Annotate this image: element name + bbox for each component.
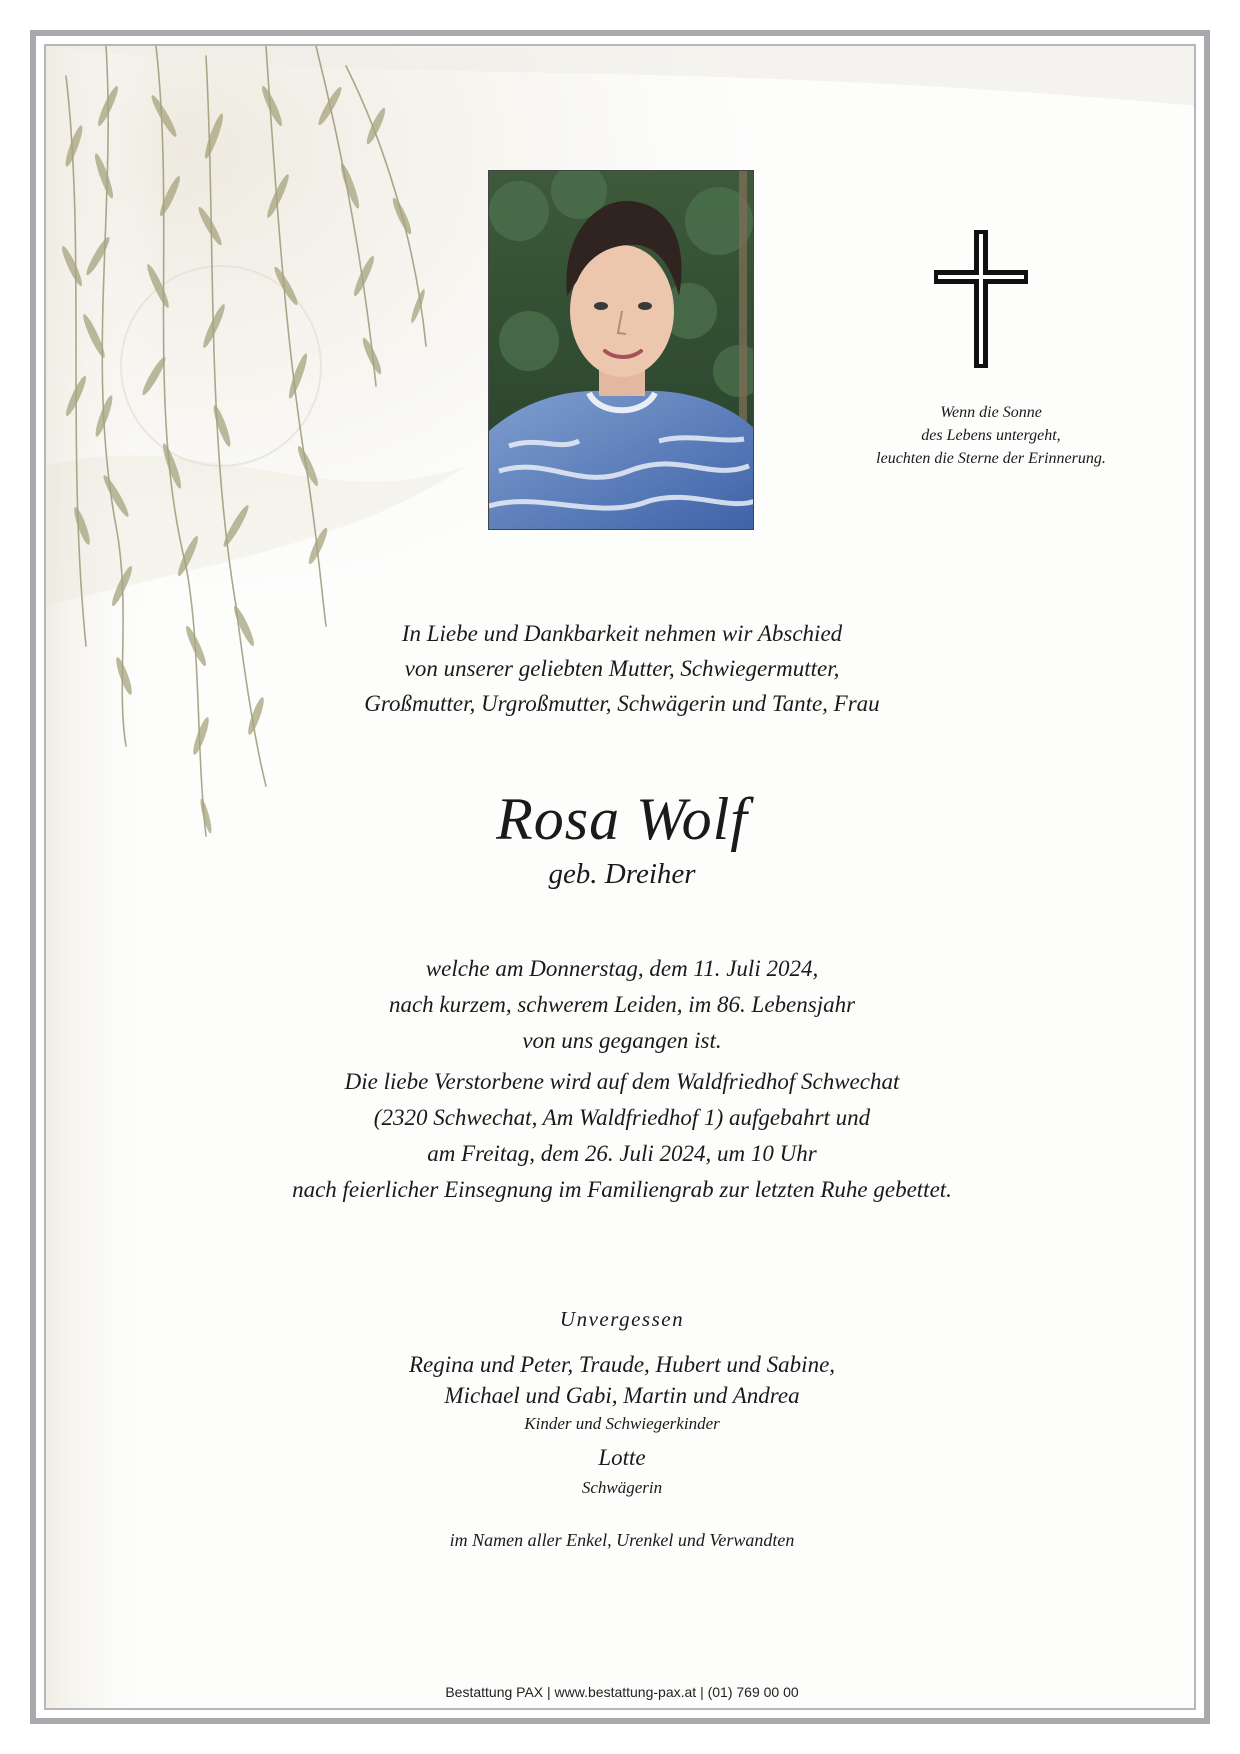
maiden-name: geb. Dreiher [548, 858, 696, 890]
death-line: welche am Donnerstag, dem 11. Juli 2024, [425, 956, 819, 981]
verse-line: Wenn die Sonne [940, 404, 1042, 421]
funeral-line: Die liebe Verstorbene wird auf dem Waldfriedhof Schwechat [344, 1069, 900, 1094]
cross-icon [934, 230, 1028, 368]
sister-in-law-relation: Schwägerin [581, 1478, 663, 1497]
intro-line: In Liebe und Dankbarkeit nehmen wir Abschied [401, 621, 843, 646]
verse-line: leuchten die Sterne der Erinnerung. [876, 450, 1106, 467]
funeral-line: am Freitag, dem 26. Juli 2024, um 10 Uhr [427, 1141, 817, 1166]
memorial-verse [841, 401, 1141, 470]
death-line: nach kurzem, schwerem Leiden, im 86. Lebensjahr [388, 992, 856, 1017]
mourners-list [46, 1349, 1196, 1553]
death-line: von uns gegangen ist. [522, 1028, 722, 1053]
funeral-notice [46, 1064, 1196, 1208]
verse-line: des Lebens untergeht, [921, 427, 1061, 444]
intro-line: von unserer geliebten Mutter, Schwiegermutter, [404, 656, 840, 681]
children-names: Regina und Peter, Traude, Hubert und Sabine, [408, 1352, 836, 1377]
intro-text [46, 616, 1196, 721]
deceased-name: Rosa Wolf [496, 786, 748, 852]
intro-line: Großmutter, Urgroßmutter, Schwägerin und Tante, Frau [364, 691, 880, 716]
funeral-home-footer: Bestattung PAX | www.bestattung-pax.at | (01) 769 00 00 [445, 1684, 799, 1700]
on-behalf-line: im Namen aller Enkel, Urenkel und Verwandten [449, 1530, 795, 1550]
obituary-card [44, 44, 1196, 1710]
funeral-line: nach feierlicher Einsegnung im Familiengrab zur letzten Ruhe gebettet. [292, 1177, 952, 1202]
portrait-photo [488, 170, 754, 530]
children-relation: Kinder und Schwiegerkinder [524, 1414, 720, 1433]
death-notice [46, 951, 1196, 1059]
sister-in-law-name: Lotte [598, 1445, 646, 1470]
funeral-line: (2320 Schwechat, Am Waldfriedhof 1) aufgebahrt und [373, 1105, 871, 1130]
children-names: Michael und Gabi, Martin und Andrea [444, 1383, 800, 1408]
unforgotten-heading: Unvergessen [559, 1307, 685, 1331]
